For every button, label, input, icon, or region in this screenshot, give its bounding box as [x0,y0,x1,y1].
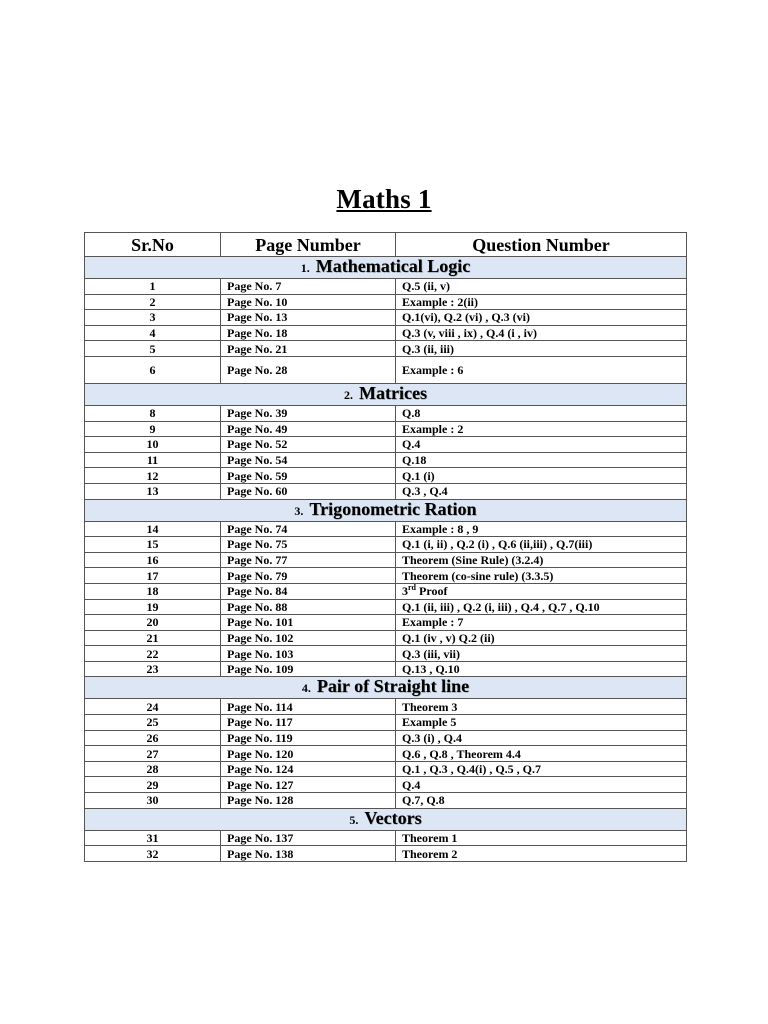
sr-no-cell: 13 [85,483,221,499]
table-row [85,279,687,295]
sr-no-cell: 23 [85,661,221,677]
table-row [85,730,687,746]
question-number-cell: Q.1 (i, ii) , Q.2 (i) , Q.6 (ii,iii) , Q.7(iii) [396,537,687,553]
page-number-cell: Page No. 120 [221,746,396,762]
question-number-cell: Theorem (co-sine rule) (3.3.5) [396,568,687,584]
page-number-cell: Page No. 84 [221,583,396,599]
question-number-cell: Q.4 [396,777,687,793]
table-row [85,552,687,568]
sr-no-cell: 12 [85,468,221,484]
sr-no-cell: 1 [85,279,221,295]
sr-no-cell: 20 [85,615,221,631]
table-row [85,468,687,484]
table-body [85,257,687,862]
table-row [85,646,687,662]
section-header-row [85,499,687,521]
section-name: Pair of Straight line [316,676,470,697]
header-row [85,233,687,257]
sr-no-cell: 4 [85,325,221,341]
page-number-cell: Page No. 77 [221,552,396,568]
ordinal-superscript: rd [408,583,416,593]
page-number-cell: Page No. 138 [221,846,396,862]
question-number-cell: Example : 2 [396,421,687,437]
table-row [85,483,687,499]
sr-no-cell: 30 [85,793,221,809]
question-number-cell: Q.6 , Q.8 , Theorem 4.4 [396,746,687,762]
sr-no-cell: 6 [85,356,221,383]
sr-no-cell: 11 [85,452,221,468]
page-number-cell: Page No. 102 [221,630,396,646]
question-number-cell: Q.3 (ii, iii) [396,341,687,357]
sr-no-cell: 14 [85,521,221,537]
question-number-cell: Q.13 , Q.10 [396,661,687,677]
page-number-cell: Page No. 60 [221,483,396,499]
question-number-cell: Theorem 1 [396,830,687,846]
sr-no-cell: 17 [85,568,221,584]
table-row [85,699,687,715]
table-row [85,537,687,553]
page-number-cell: Page No. 103 [221,646,396,662]
page-number-cell: Page No. 88 [221,599,396,615]
table-row [85,437,687,453]
section-header-row [85,257,687,279]
section-name: Trigonometric Ration [309,499,477,519]
page-number-cell: Page No. 119 [221,730,396,746]
question-number-cell: Theorem 3 [396,699,687,715]
table-row [85,521,687,537]
question-text: 3 [402,584,408,599]
page-number-cell: Page No. 59 [221,468,396,484]
question-number-cell: Example 5 [396,715,687,731]
page-number-cell: Page No. 18 [221,325,396,341]
question-number-cell: Q.1 (i) [396,468,687,484]
table-row [85,846,687,862]
table-row [85,325,687,341]
sr-no-cell: 10 [85,437,221,453]
table-row [85,777,687,793]
section-header-row [85,808,687,830]
sr-no-cell: 5 [85,341,221,357]
page-number-cell: Page No. 114 [221,699,396,715]
table-row [85,615,687,631]
question-number-cell [396,583,687,599]
section-title [85,677,687,699]
question-number-cell: Q.1(vi), Q.2 (vi) , Q.3 (vi) [396,310,687,326]
question-number-cell: Example : 7 [396,615,687,631]
question-number-cell: Q.8 [396,405,687,421]
question-number-cell: Q.3 (iii, vii) [396,646,687,662]
page-number-cell: Page No. 49 [221,421,396,437]
table-row [85,630,687,646]
question-number-cell: Q.3 , Q.4 [396,483,687,499]
section-name: Mathematical Logic [315,256,471,276]
page-number-cell: Page No. 39 [221,405,396,421]
section-title [85,499,687,521]
question-number-cell: Q.4 [396,437,687,453]
page-number-cell: Page No. 101 [221,615,396,631]
question-index-table [84,232,687,862]
sr-no-cell: 28 [85,761,221,777]
table-row [85,761,687,777]
section-header-row [85,677,687,699]
header-question-number: Question Number [396,233,687,257]
question-number-cell: Example : 8 , 9 [396,521,687,537]
page-number-cell: Page No. 127 [221,777,396,793]
table-row [85,421,687,437]
sr-no-cell: 8 [85,405,221,421]
section-number: 3. [294,503,304,518]
page-number-cell: Page No. 79 [221,568,396,584]
section-number: 4. [301,681,311,696]
page-number-cell: Page No. 117 [221,715,396,731]
sr-no-cell: 22 [85,646,221,662]
page-number-cell: Page No. 7 [221,279,396,295]
page-number-cell: Page No. 52 [221,437,396,453]
sr-no-cell: 21 [85,630,221,646]
question-number-cell: Q.3 (i) , Q.4 [396,730,687,746]
section-name: Matrices [359,383,427,403]
table-row [85,294,687,310]
sr-no-cell: 3 [85,310,221,326]
question-number-cell: Q.18 [396,452,687,468]
sr-no-cell: 18 [85,583,221,599]
sr-no-cell: 16 [85,552,221,568]
table-row [85,310,687,326]
section-header-row [85,383,687,405]
table-row [85,405,687,421]
table-row [85,568,687,584]
table-row [85,452,687,468]
table-row [85,830,687,846]
section-title [85,383,687,405]
header-page-number: Page Number [221,233,396,257]
table-row [85,599,687,615]
question-suffix: Proof [416,584,448,599]
question-number-cell: Example : 6 [396,356,687,383]
page-number-cell: Page No. 10 [221,294,396,310]
table-row [85,341,687,357]
question-number-cell: Example : 2(ii) [396,294,687,310]
section-name: Vectors [364,808,422,828]
sr-no-cell: 27 [85,746,221,762]
page-number-cell: Page No. 128 [221,793,396,809]
sr-no-cell: 2 [85,294,221,310]
page-number-cell: Page No. 13 [221,310,396,326]
question-number-cell: Q.5 (ii, v) [396,279,687,295]
page-number-cell: Page No. 54 [221,452,396,468]
question-number-cell: Q.1 (iv , v) Q.2 (ii) [396,630,687,646]
question-number-cell: Theorem 2 [396,846,687,862]
page-number-cell: Page No. 75 [221,537,396,553]
table-row [85,661,687,677]
sr-no-cell: 26 [85,730,221,746]
question-number-cell: Q.7, Q.8 [396,793,687,809]
sr-no-cell: 31 [85,830,221,846]
sr-no-cell: 24 [85,699,221,715]
table-row [85,356,687,383]
page-number-cell: Page No. 124 [221,761,396,777]
section-number: 2. [344,387,354,402]
table-row [85,583,687,599]
sr-no-cell: 9 [85,421,221,437]
header-sr-no: Sr.No [85,233,221,257]
page-number-cell: Page No. 137 [221,830,396,846]
sr-no-cell: 15 [85,537,221,553]
sr-no-cell: 19 [85,599,221,615]
section-number: 1. [300,261,310,275]
page-number-cell: Page No. 28 [221,356,396,383]
question-number-cell: Theorem (Sine Rule) (3.2.4) [396,552,687,568]
page-number-cell: Page No. 109 [221,661,396,677]
table-row [85,793,687,809]
question-number-cell: Q.1 (ii, iii) , Q.2 (i, iii) , Q.4 , Q.7 , Q.10 [396,599,687,615]
table-row [85,715,687,731]
page-number-cell: Page No. 74 [221,521,396,537]
question-number-cell: Q.1 , Q.3 , Q.4(i) , Q.5 , Q.7 [396,761,687,777]
section-title [85,808,687,830]
page-number-cell: Page No. 21 [221,341,396,357]
section-title [85,257,687,279]
question-number-cell: Q.3 (v, viii , ix) , Q.4 (i , iv) [396,325,687,341]
sr-no-cell: 32 [85,846,221,862]
table-row [85,746,687,762]
sr-no-cell: 25 [85,715,221,731]
section-number: 5. [349,812,359,827]
sr-no-cell: 29 [85,777,221,793]
document-title: Maths 1 [336,184,432,214]
